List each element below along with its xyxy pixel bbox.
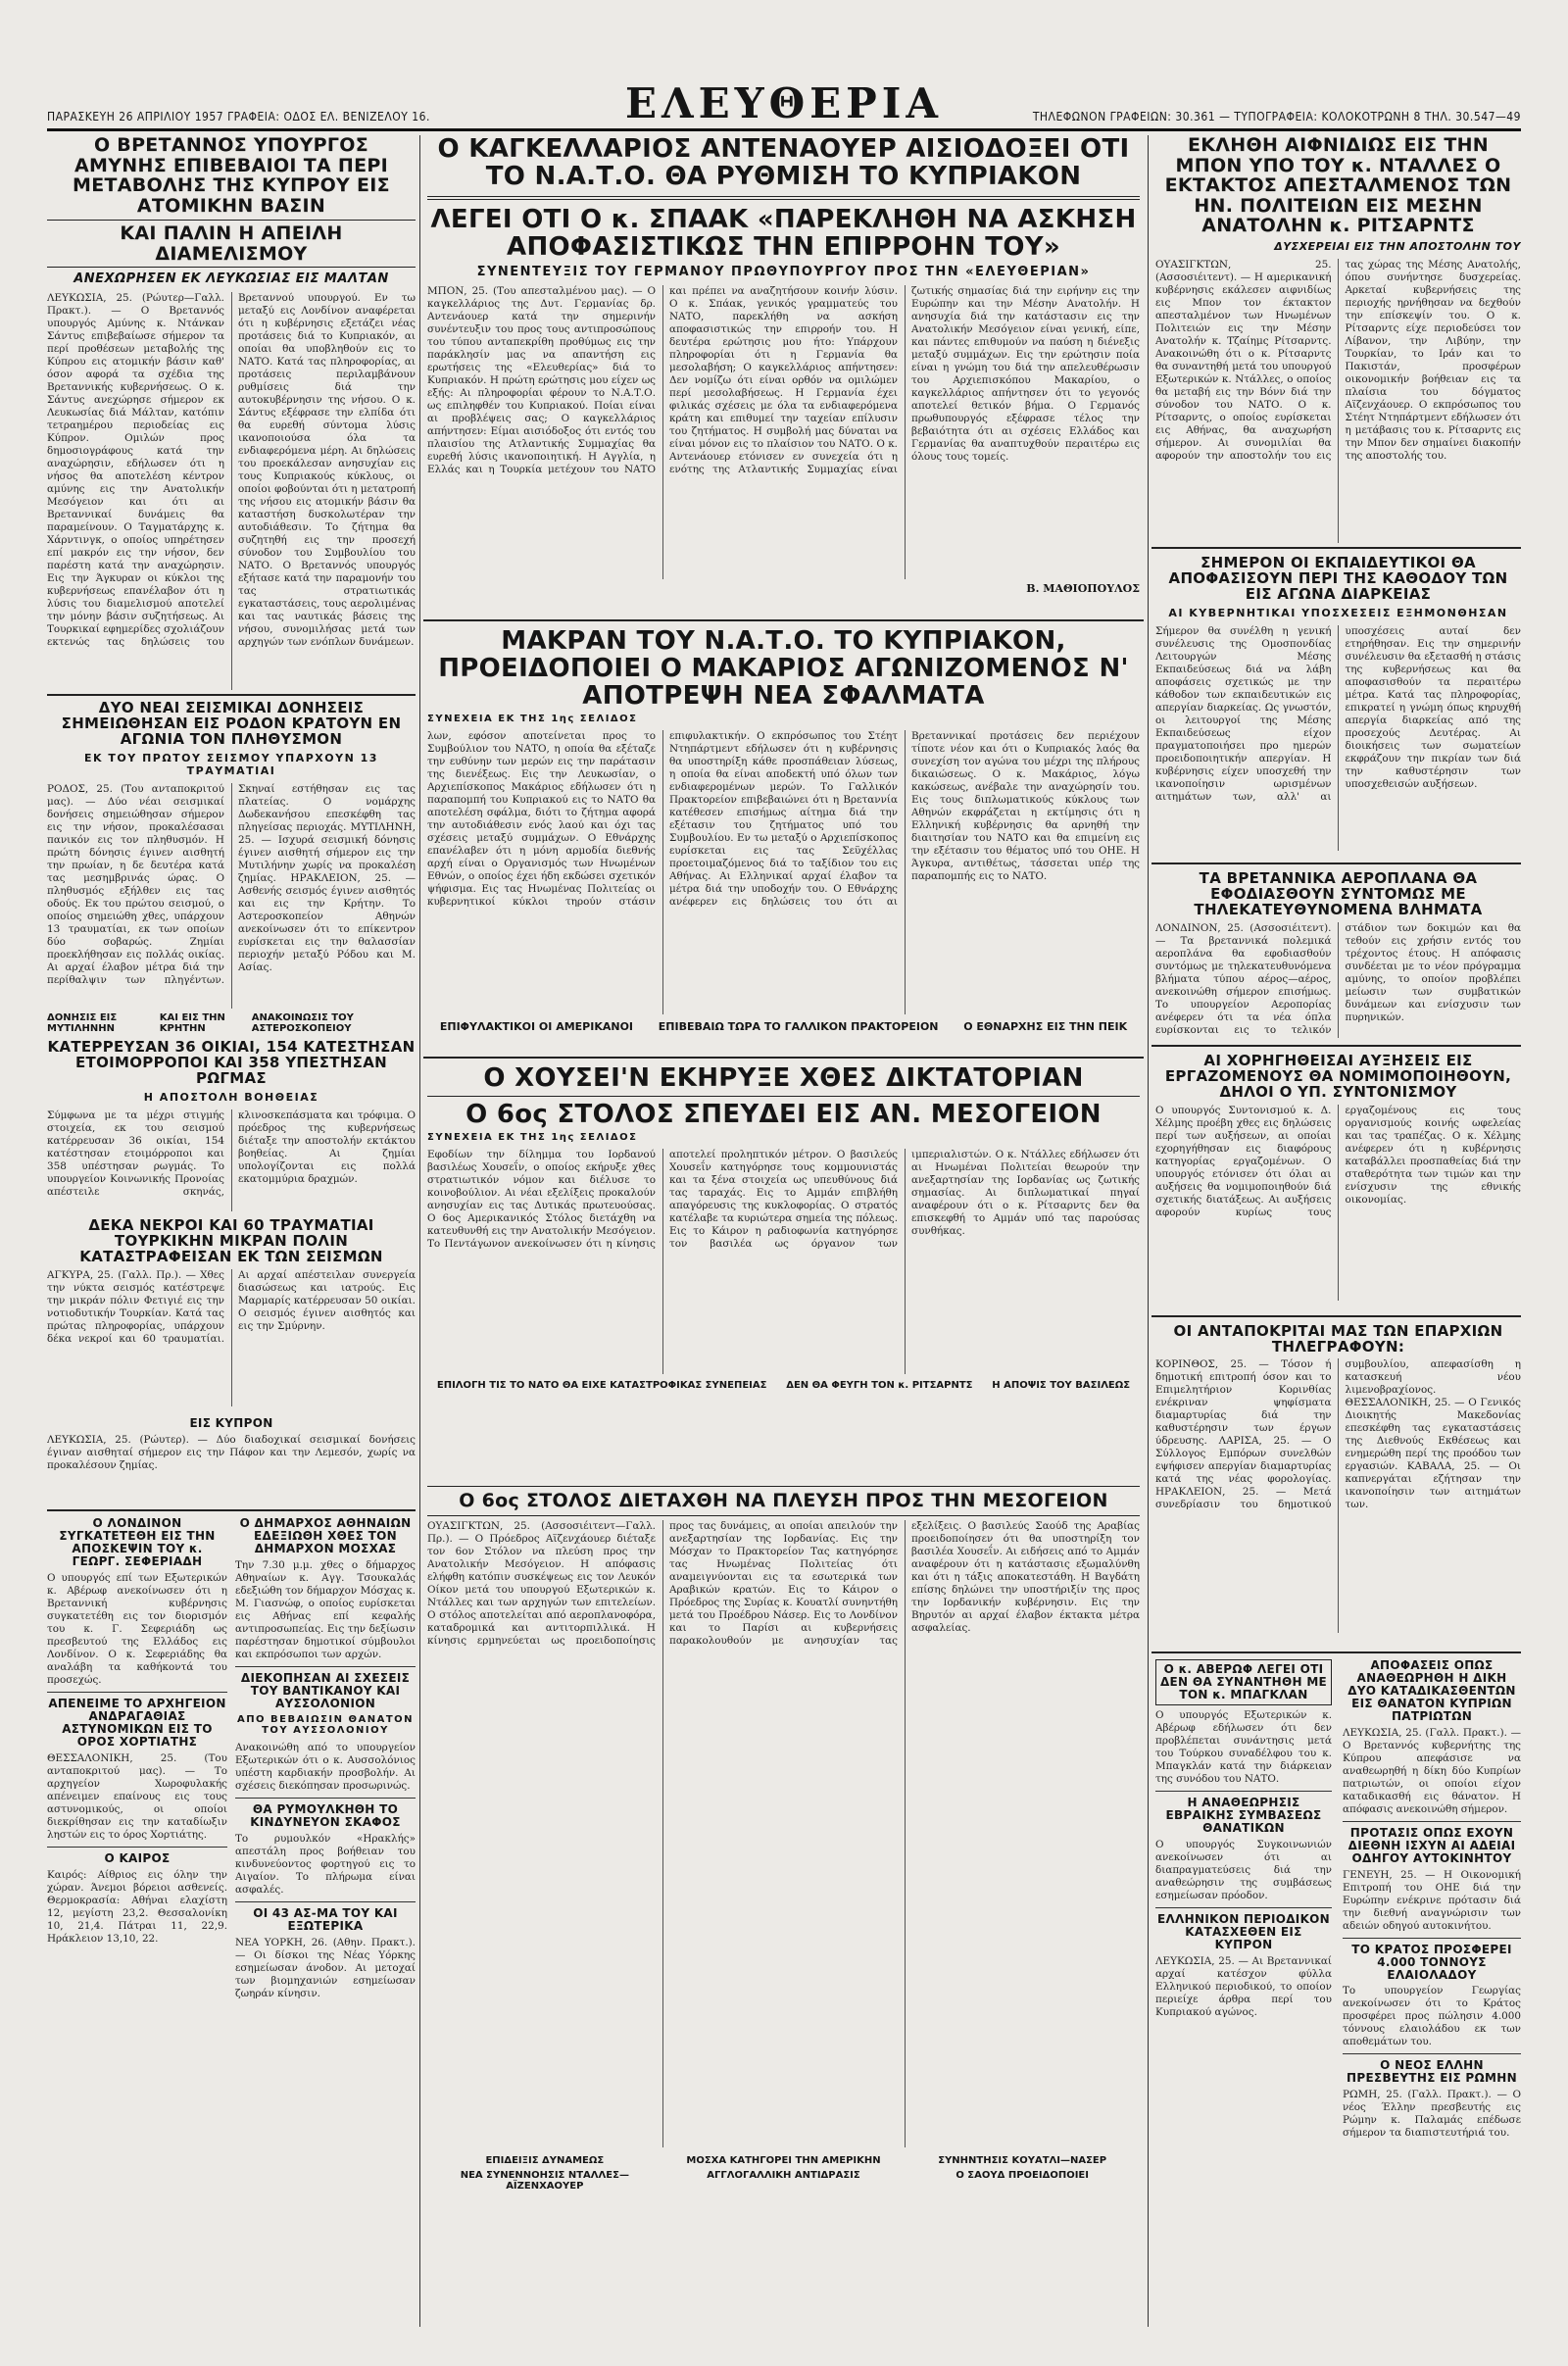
article-body: Ο υπουργός Συγκοινωνιών ανεκοίνωσεν ότι αι διαπραγματεύσεις διά την αναθεώρησιν της συμβάσεως εσημείωσαν πρόοδον. [1155,1838,1332,1901]
subheadline: ΕΚ ΤΟΥ ΠΡΩΤΟΥ ΣΕΙΣΜΟΥ ΥΠΑΡΧΟΥΝ 13 ΤΡΑΥΜΑΤΙΑΙ [84,751,378,777]
headline: ΣΗΜΕΡΟΝ ΟΙ ΕΚΠΑΙΔΕΥΤΙΚΟΙ ΘΑ ΑΠΟΦΑΣΙΣΟΥΝ ΠΕΡΙ ΤΗΣ ΚΑΘΟΔΟΥ ΤΩΝ ΕΙΣ ΑΓΩΝΑ ΔΙΑΡΚΕΙΑΣ [1168,555,1508,604]
article-body: Σύμφωνα με τα μέχρι στιγμής στοιχεία, εκ του σεισμού κατέρρευσαν 36 οικίαι, 154 κατέστησαν ετοιμόρροποι και 358 υπέστησαν ρωγμάς. Το υπουργείον Κοινωνικής Προνοίας απέστειλε σκηνάς, κλινοσκεπάσματα και τρόφιμα. Ο πρόεδρος της κυβερνήσεως διέταξε την αποστολήν εκτάκτου βοηθείας. Αι ζημίαι υπολογίζονται εις πολλά εκατομμύρια δραχμών. [47,1109,416,1198]
article-cyprus-quake [47,1417,416,1505]
subheadline: Ο ΕΘΝΑΡΧΗΣ ΕΙΣ ΤΗΝ ΠΕΙΚ [963,1020,1128,1034]
subheadline: ΕΠΙΒΕΒΑΙΩ ΤΩΡΑ ΤΟ ΓΑΛΛΙΚΟΝ ΠΡΑΚΤΟΡΕΙΟΝ [658,1020,939,1034]
headline: ΤΑ ΒΡΕΤΑΝΝΙΚΑ ΑΕΡΟΠΛΑΝΑ ΘΑ ΕΦΟΔΙΑΣΘΟΥΝ ΣΥΝΤΟΜΩΣ ΜΕ ΤΗΛΕΚΑΤΕΥΘΥΝΟΜΕΝΑ ΒΛΗΜΑΤΑ [1194,870,1483,919]
article-provincial-correspondents [1155,1323,1521,1647]
article-body: ΚΟΡΙΝΘΟΣ, 25. — Τόσον ή δημοτική επιτροπή όσον και το Επιμελητήριον Κορινθίας ενέκριναν ψηφίσματα διαμαρτυρίας διά την καθυστέρησιν των έργων ύδρευσης. ΛΑΡΙΣΑ, 25. — Ο Σύλλογος Εμπόρων συνελθών εψήφισεν απεργίαν διαμαρτυρίας κατά της νέας φορολογίας. ΗΡΑΚΛΕΙΟΝ, 25. — Μετά συνεδρίασιν του δημοτικού συμβουλίου, απεφασίσθη η κατασκευή νέου λιμενοβραχίονος. ΘΕΣΣΑΛΟΝΙΚΗ, 25. — Ο Γενικός Διοικητής Μακεδονίας επεσκέφθη τας εγκαταστάσεις της Διεθνούς Εκθέσεως και ενημερώθη περί της προόδου των εργασιών. ΚΑΒΑΛΑ, 25. — Οι καπνεργάται εζήτησαν την ικανοποίησιν των αιτημάτων των. [1155,1358,1521,1511]
article-body: ΛΟΝΔΙΝΟΝ, 25. (Ασσοσιέιτεντ). — Τα βρεταννικά πολεμικά αεροπλάνα θα εφοδιασθούν συντόμως με τηλεκατευθυνόμενα βλήματα τύπου αέρος—αέρος, ανεκοινώθη σήμερον επισήμως. Το υπουργείον Αεροπορίας ανέφερεν ότι τα νέα όπλα ευρίσκονται εις το τελικόν στάδιον των δοκιμών και θα τεθούν εις χρήσιν εντός του τρέχοντος έτους. Η απόφασις συνδέεται με το νέον πρόγραμμα αμύνης, το οποίον προβλέπει μείωσιν των συμβατικών δυνάμεων και ενίσχυσιν των πυρηνικών. [1155,921,1521,1036]
article-sixth-fleet [427,1486,1140,2319]
newspaper-title: ΕΛΕΥΘΕΡΙΑ [624,79,943,127]
subheadline: ΔΕΝ ΘΑ ΦΕΥΓΗ ΤΟΝ κ. ΡΙΤΣΑΡΝΤΣ [786,1380,973,1392]
article-body: Το ρυμουλκόν «Ηρακλής» απεστάλη προς βοήθειαν του κινδυνεύοντος φορτηγού εις το Αιγαίον. Το πλήρωμα είναι ασφαλές. [235,1832,416,1896]
masthead [47,79,1521,127]
headline: ΜΑΚΡΑΝ ΤΟΥ Ν.Α.Τ.Ο. ΤΟ ΚΥΠΡΙΑΚΟΝ, ΠΡΟΕΙΔΟΠΟΙΕΙ Ο ΜΑΚΑΡΙΟΣ ΑΓΩΝΙΖΟΜΕΝΟΣ Ν' ΑΠΟΤΡΕΨΗ ΝΕΑ ΣΦΑΛΜΑΤΑ [438,627,1129,712]
subheadline: ΣΥΝΗΝΤΗΣΙΣ ΚΟΥΑΤΛΙ—ΝΑΣΕΡ [938,2154,1107,2166]
article-body: ΛΕΥΚΩΣΙΑ, 25. (Γαλλ. Πρακτ.). — Ο Βρεταννός κυβερνήτης της Κύπρου απεφάσισε να αναθεωρηθή η δίκη δύο Κυπρίων πατριωτών, οι οποίοι είχον καταδικασθή εις θάνατον. Η απόφασις ανεκοινώθη σήμερον. [1343,1726,1521,1815]
article-body: ΛΕΥΚΩΣΙΑ, 25. — Αι Βρεταννικαί αρχαί κατέσχον φύλλα Ελληνικού περιοδικού, το οποίον περιείχε άρθρα περί του Κυπριακού αγώνος. [1155,1954,1332,2018]
subheadline: ΝΕΑ ΣΥΝΕΝΝΟΗΣΙΣ ΝΤΑΛΛΕΣ—ΑΪΖΕΝΧΑΟΥΕΡ [460,2169,629,2192]
left-bottom-column-1 [47,1517,227,2321]
article-body: Σήμερον θα συνέλθη η γενική συνέλευσις της Ομοσπονδίας Λειτουργών Μέσης Εκπαιδεύσεως διά να λάβη αποφάσεις σχετικώς με την κάθοδον των εκπαιδευτικών εις απεργίαν διαρκείας. Ως γνωστόν, οι λειτουργοί της Μέσης Εκπαιδεύσεως είχον πραγματοποιήσει προ ημερών προειδοποιητικήν απεργίαν. Η κυβέρνησις είχεν υποσχεθή την ικανοποίησιν ωρισμένων αιτημάτων των, αλλ' αι υποσχέσεις αυταί δεν ετηρήθησαν. Εις την σημερινήν συνέλευσιν θα εξετασθή η στάσις της κυβερνήσεως και θα αποφασισθούν τα περαιτέρω μέτρα. Κατά τας πληροφορίας, επικρατεί η γνώμη όπως κηρυχθή απεργία διαρκείας από της προσεχούς Δευτέρας. Αι διοικήσεις των σωματείων εκφράζουν την πικρίαν των διά την καθυστέρησιν των υποσχεθεισών αυξήσεων. [1155,624,1521,803]
subheadline: ΑΝΑΚΟΙΝΩΣΙΣ ΤΟΥ ΑΣΤΕΡΟΣΚΟΠΕΙΟΥ [251,1011,354,1033]
article-body: ΛΕΥΚΩΣΙΑ, 25. (Ρώυτερ—Γαλλ. Πρακτ.). — Ο Βρεταννός υπουργός Αμύνης κ. Ντάνκαν Σάντυς επιβεβαίωσε σήμερον τα περί προθέσεων μεταβολής της Κύπρου εις ατομικήν βάσιν καθ' όσον αφορά τα σχέδια της Βρεταννικής κυβερνήσεως. Ο κ. Σάντυς ανεχώρησε σήμερον εκ Λευκωσίας διά Μάλταν, κατόπιν τετραημέρου περιοδείας εις Κύπρον. Ομιλών προς δημοσιογράφους κατά την αναχώρησιν, εδήλωσεν ότι η νήσος θα αποτελέση κέντρον αμύνης εις την Ανατολικήν Μεσόγειον και ότι αι Βρεταννικαί δυνάμεις θα παραμείνουν. Ο Ταγματάρχης κ. Χάρντινγκ, ο οποίος υπηρέτησεν επί μακρόν εις την νήσον, δεν παρέστη κατά την αναχώρησιν. Εις την Άγκυραν οι κύκλοι της κυβερνήσεως επανέλαβον ότι η λύσις του διαμελισμού αποτελεί την μόνην βάσιν συζητήσεως. Αι Τουρκικαί εφημερίδες σχολιάζουν εκτενώς τας δηλώσεις του Βρεταννού υπουργού. Εν τω μεταξύ εις Λονδίνον αναφέρεται ότι η κυβέρνησις εξετάζει νέας προτάσεις διά το Κυπριακόν, αι οποίαι θα υποβληθούν εις το ΝΑΤΟ. Κατά τας πληροφορίας, αι προτάσεις περιλαμβάνουν ρυθμίσεις διά την αυτοκυβέρνησιν της νήσου. Ο κ. Σάντυς εξέφρασε την ελπίδα ότι θα ευρεθή σύντομα λύσις ικανοποιούσα όλα τα ενδιαφερόμενα μέρη. Αι δηλώσεις του προεκάλεσαν ανησυχίαν εις τους Κυπριακούς κύκλους, οι οποίοι φοβούνται ότι η μετατροπή της νήσου εις ατομικήν βάσιν θα καταστήση δυσκολωτέραν την αυτοδιάθεσιν. Το ζήτημα θα συζητηθή εις την προσεχή σύνοδον του Συμβουλίου του ΝΑΤΟ. Ο Βρεταννός υπουργός εξήτασε κατά την παραμονήν του τας στρατιωτικάς εγκαταστάσεις, τους αερολιμένας και τας ναυτικάς βάσεις της νήσου, συνομιλήσας μετά των αρχηγών των ενόπλων δυνάμεων. [47,292,416,649]
article-body: Το υπουργείον Γεωργίας ανεκοίνωσεν ότι το Κράτος προσφέρει προς πώλησιν 4.000 τόννους ελαιολάδου εκ των αποθεμάτων του. [1343,1985,1521,2048]
article-body: ΜΠΟΝ, 25. (Του απεσταλμένου μας). — Ο καγκελλάριος της Δυτ. Γερμανίας δρ. Αντενάουερ κατά την σημερινήν συνέντευξιν του προς τους αντιπροσώπους του τύπου ανταπεκρίθη προθύμως εις την παράκλησίν μας να απαντήση εις ερωτήσεις της «Ελευθερίας» διά το Κυπριακόν. Η πρώτη ερώτησις μου είχεν ως εξής: Αι πληροφορίαι φέρουν το Ν.Α.Τ.Ο. ως επιληφθέν του Κυπριακού. Ποίαι είναι αι προβλέψεις σας; Ο καγκελλάριος απήντησεν: Είμαι αισιόδοξος ότι εντός του πλαισίου της Ατλαντικής Συμμαχίας θα ευρεθή λύσις ικανοποιητική. Η Αγγλία, η Ελλάς και η Τουρκία μετέχουν του ΝΑΤΟ και πρέπει να αναζητήσουν κοινήν λύσιν. Ο κ. Σπάακ, γενικός γραμματεύς του ΝΑΤΟ, παρεκλήθη να ασκήση αποφασιστικώς την επιρροήν του. Η δευτέρα ερώτησις μου ήτο: Υπάρχουν πληροφορίαι ότι η Γερμανία θα μεσολαβήση; Ο καγκελλάριος απήντησεν: Δεν νομίζω ότι είναι ορθόν να ομιλώμεν περί μεσολαβήσεως. Η Γερμανία έχει φιλικάς σχέσεις με όλα τα ενδιαφερόμενα κράτη και επιθυμεί την ταχείαν επίλυσιν του ζητήματος. Η συμβολή μας δύναται να είναι μόνον εις το πλαίσιον του ΝΑΤΟ. Ο κ. Αντενάουερ ετόνισεν εν συνεχεία ότι η ενότης της Ατλαντικής Συμμαχίας είναι ζωτικής σημασίας διά την ειρήνην εις την Ευρώπην και την Μέσην Ανατολήν. Η ανησυχία διά την κατάστασιν εις την Ανατολικήν Μεσόγειον είναι γενική, είπε, και πάντες επιθυμούν να παύση η διένεξις μεταξύ συμμάχων. Εις την ερώτησιν ποία είναι η γνώμη του διά την απελευθέρωσιν του Αρχιεπισκόπου Μακαρίου, ο καγκελλάριος απήντησεν ότι το γεγονός αποτελεί θετικόν βήμα. Ο Γερμανός πρωθυπουργός εξέφρασε τέλος την βεβαιότητα ότι αι σχέσεις Ελλάδος και Γερμανίας θα αναπτυχθούν περαιτέρω εις όλους τους τομείς. [427,285,1140,476]
section-rule [47,1509,416,1511]
article-body: ΝΕΑ ΥΟΡΚΗ, 26. (Αθην. Πρακτ.). — Οι δίσκοι της Νέας Υόρκης εσημείωσαν άνοδον. Αι μετοχαί των βιομηχανιών εσημείωσαν ζωηράν κίνησιν. [235,1936,416,1999]
article-body: λων, εφόσον αποτείνεται προς το Συμβούλιον του ΝΑΤΟ, η οποία θα εξέταζε την ευθύνην των μερών εις την παράτασιν της διενέξεως. Εις την Λευκωσίαν, ο Αρχιεπίσκοπος Μακάριος εδήλωσεν ότι η παραπομπή του Κυπριακού εις το ΝΑΤΟ θα αποτελέση σφάλμα, διότι το ζήτημα αφορά την αυτοδιάθεσιν ενός λαού και όχι τας σχέσεις μεταξύ συμμάχων. Ο Εθνάρχης επανέλαβεν ότι η μόνη αρμοδία διεθνής αρχή είναι ο Οργανισμός των Ηνωμένων Εθνών, ο οποίος έχει ήδη εκδώσει σχετικόν ψήφισμα. Εις τας Ηνωμένας Πολιτείας οι κυβερνητικοί κύκλοι τηρούν στάσιν επιφυλακτικήν. Ο εκπρόσωπος του Στέητ Ντηπάρτμεντ εδήλωσεν ότι η κυβέρνησις θα υποστηρίξη κάθε προσπάθειαν λύσεως, η οποία θα είναι αποδεκτή υπό όλων των ενδιαφερομένων μερών. Το Γαλλικόν Πρακτορείον επιβεβαιώνει ότι η Βρεταννία κατέθεσεν επισήμως αίτημα διά την εξέτασιν του ζητήματος υπό του Συμβουλίου. Εν τω μεταξύ ο Αρχιεπίσκοπος ευρίσκεται εις τας Σεϋχέλλας προετοιμαζόμενος διά το ταξίδιον του εις Αθήνας. Αι Ελληνικαί αρχαί έλαβον τα μέτρα διά την υποδοχήν του. Ο Εθνάρχης ανέφερεν εις δηλώσεις του ότι αι Βρεταννικαί προτάσεις δεν περιέχουν τίποτε νέον και ότι ο Κυπριακός λαός θα συνεχίση τον αγώνα του μέχρι της πλήρους δικαιώσεως. Ο κ. Μακάριος, λόγω κακώσεως, ανέβαλε την αναχώρησίν του. Εις τους διπλωματικούς κύκλους των Αθηνών εκφράζεται η εκτίμησις ότι η Ελληνική κυβέρνησις θα αρνηθή την διαιτησίαν του ΝΑΤΟ και θα επιμείνη εις την εξέτασιν του θέματος υπό του ΟΗΕ. Η Άγκυρα, αντιθέτως, τάσσεται υπέρ της παραπομπής εις το ΝΑΤΟ. [427,730,1140,909]
article-body: Την 7.30 μ.μ. χθες ο δήμαρχος Αθηναίων κ. Αγγ. Τσουκαλάς εδεξιώθη τον δήμαρχον Μόσχας κ. Μ. Γιασνώφ, ο οποίος ευρίσκεται εις Αθήνας επί κεφαλής αντιπροσωπείας. Εις την δεξίωσιν παρέστησαν δημοτικοί σύμβουλοι και εκπρόσωποι των αρχών. [235,1558,416,1660]
headline: ΤΟ ΚΡΑΤΟΣ ΠΡΟΣΦΕΡΕΙ 4.000 ΤΟΝΝΟΥΣ ΕΛΑΙΟΛΑΔΟΥ [1351,1942,1512,1982]
subheadline: ΑΠΟ ΒΕΒΑΙΩΣΙΝ ΘΑΝΑΤΟΝ ΤΟΥ ΑΥΣΣΟΛΟΝΙΟΥ [236,1713,415,1736]
headline: ΕΚΛΗΘΗ ΑΙΦΝΙΔΙΩΣ ΕΙΣ ΤΗΝ ΜΠΟΝ ΥΠΟ ΤΟΥ κ. ΝΤΑΛΛΕΣ Ο ΕΚΤΑΚΤΟΣ ΑΠΕΣΤΑΛΜΕΝΟΣ ΤΩΝ ΗΝ. ΠΟΛΙΤΕΙΩΝ ΕΙΣ ΜΕΣΗΝ ΑΝΑΤΟΛΗΝ κ. ΡΙΤΣΑΡΝΤΣ [1164,135,1512,237]
section-rule [1152,1315,1521,1317]
article-body: Ανακοινώθη από το υπουργείον Εξωτερικών ότι ο κ. Αυσσολόνιος υπέστη καρδιακήν προσβολήν. Αι σχέσεις διεκόπησαν προσωρινώς. [235,1741,416,1792]
column-rule [419,135,420,2327]
article-british-missiles [1155,870,1521,1041]
article-body: ΑΓΚΥΡΑ, 25. (Γαλλ. Πρ.). — Χθες την νύκτα σεισμός κατέστρεψε την μικράν πόλιν Φετιγιέ εις την νοτιοδυτικήν Τουρκίαν. Κατά τας πρώτας πληροφορίας, υπάρχουν δέκα νεκροί και 60 τραυματίαι. Αι αρχαί απέστειλαν συνεργεία διασώσεως και ιατρούς. Εις Μαρμαρίς κατέρρευσαν 50 οικίαι. Ο σεισμός έγινεν αισθητός και εις την Σμύρνην. [47,1268,416,1345]
headline: ΚΑΤΕΡΡΕΥΣΑΝ 36 ΟΙΚΙΑΙ, 154 ΚΑΤΕΣΤΗΣΑΝ ΕΤΟΙΜΟΡΡΟΠΟΙ ΚΑΙ 358 ΥΠΕΣΤΗΣΑΝ ΡΩΓΜΑΣ [47,1039,416,1088]
headline: Ο ΒΡΕΤΑΝΝΟΣ ΥΠΟΥΡΓΟΣ ΑΜΥΝΗΣ ΕΠΙΒΕΒΑΙΟΙ ΤΑ ΠΕΡΙ ΜΕΤΑΒΟΛΗΣ ΤΗΣ ΚΥΠΡΟΥ ΕΙΣ ΑΤΟΜΙΚΗΝ ΒΑΣΙΝ [73,135,390,217]
subheadline: ΕΠΙΦΥΛΑΚΤΙΚΟΙ ΟΙ ΑΜΕΡΙΚΑΝΟΙ [439,1020,634,1034]
subheadline: Ο ΣΑΟΥΔ ΠΡΟΕΙΔΟΠΟΙΕΙ [956,2169,1089,2181]
article-makarios-nato [427,627,1140,1053]
article-body: Ο υπουργός επί των Εξωτερικών κ. Αβέρωφ ανεκοίνωσεν ότι η Βρεταννική κυβέρνησις συγκατετέθη εις τον διορισμόν του κ. Γ. Σεφεριάδη ως πρεσβευτού της Ελλάδος εις Λονδίνον. Ο κ. Σεφεριάδης θα αναλάβη τα καθήκοντά του προσεχώς. [47,1571,227,1686]
article-turkish-town [47,1217,416,1413]
article-body: ΡΟΔΟΣ, 25. (Του ανταποκριτού μας). — Δύο νέαι σεισμικαί δονήσεις σημειώθησαν σήμερον εις την νήσον, προκαλέσασαι πανικόν εις τον πληθυσμόν. Η πρώτη δόνησις έγινεν αισθητή την πρωίαν, η δε δευτέρα κατά τας μεσημβρινάς ώρας. Ο πληθυσμός εξήλθεν εις τας οδούς. Εκ του πρώτου σεισμού, ο οποίος σημειώθη χθες, υπάρχουν 13 τραυματίαι, εκ των οποίων δύο σοβαρώς. Ζημίαι προεκλήθησαν εις πολλάς οικίας. Αι αρχαί έλαβον μέτρα διά την περίθαλψιν των πληγέντων. Σκηναί εστήθησαν εις τας πλατείας. Ο νομάρχης Δωδεκανήσου επεσκέφθη τας πληγείσας περιοχάς. ΜΥΤΙΛΗΝΗ, 25. — Ισχυρά σεισμική δόνησις έγινεν αισθητή σήμερον εις την Μυτιλήνην χωρίς να προκαλέση ζημίας. ΗΡΑΚΛΕΙΟΝ, 25. — Ασθενής σεισμός έγινεν αισθητός και εις την Κρήτην. Το Αστεροσκοπείον Αθηνών ανεκοίνωσεν ότι το επίκεντρον ευρίσκεται εις την θαλασσίαν περιοχήν μεταξύ Ρόδου και Μ. Ασίας. [47,782,416,986]
article-hussein-dictatorship [427,1064,1140,1476]
headline: ΔΥΟ ΝΕΑΙ ΣΕΙΣΜΙΚΑΙ ΔΟΝΗΣΕΙΣ ΣΗΜΕΙΩΘΗΣΑΝ ΕΙΣ ΡΟΔΟΝ ΚΡΑΤΟΥΝ ΕΝ ΑΓΩΝΙΑ ΤΟΝ ΠΛΗΘΥΣΜΟΝ [61,700,402,749]
article-richards-bonn [1155,135,1521,543]
masthead-rule [47,128,1521,131]
headline: ΑΠΕΝΕΙΜΕ ΤΟ ΑΡΧΗΓΕΙΟΝ ΑΝΔΡΑΓΑΘΙΑΣ ΑΣΤΥΝΟΜΙΚΩΝ ΕΙΣ ΤΟ ΟΡΟΣ ΧΟΡΤΙΑΤΗΣ [48,1696,226,1749]
left-bottom-column-2 [235,1517,416,2321]
continuation-note: ΣΥΝΕΧΕΙΑ ΕΚ ΤΗΣ 1ης ΣΕΛΙΔΟΣ [427,1132,638,1144]
headline: Η ΑΝΑΘΕΩΡΗΣΙΣ ΕΒΡΑΙΚΗΣ ΣΥΜΒΑΣΕΩΣ ΘΑΝΑΤΙΚΩΝ [1165,1795,1322,1835]
headline: ΑΙ ΧΟΡΗΓΗΘΕΙΣΑΙ ΑΥΞΗΣΕΙΣ ΕΙΣ ΕΡΓΑΖΟΜΕΝΟΥΣ ΘΑ ΝΟΜΙΜΟΠΟΙΗΘΟΥΝ, ΔΗΛΟΙ Ο ΥΠ. ΣΥΝΤΟΝΙΣΜΟΥ [1164,1053,1512,1102]
section-rule [1152,1045,1521,1047]
article-adenauer [427,135,1140,616]
headline: Ο 6ος ΣΤΟΛΟΣ ΔΙΕΤΑΧΘΗ ΝΑ ΠΛΕΥΣΗ ΠΡΟΣ ΤΗΝ ΜΕΣΟΓΕΙΟΝ [427,1486,1140,1516]
article-body: Ο υπουργός Συντονισμού κ. Δ. Χέλμης προέβη χθες εις δηλώσεις περί των αυξήσεων, αι οποίαι εχορηγήθησαν εις διαφόρους κατηγορίας εργαζομένων. Ο υπουργός ετόνισεν ότι όλαι αι αυξήσεις θα νομιμοποιηθούν διά σχετικής διατάξεως. Αι αυξήσεις αφορούν κυρίως τους εργαζομένους εις τους οργανισμούς κοινής ωφελείας και τας τραπέζας. Ο κ. Χέλμης ανέφερεν ότι η κυβέρνησις καταβάλλει προσπαθείας διά την σταθερότητα των τιμών και την ενίσχυσιν της εθνικής οικονομίας. [1155,1104,1521,1218]
article-body: ΓΕΝΕΥΗ, 25. — Η Οικονομική Επιτροπή του ΟΗΕ διά την Ευρώπην ενέκρινε πρότασιν διά την διεθνή αναγνώρισιν των αδειών οδηγού αυτοκινήτου. [1343,1868,1521,1932]
article-body: ΘΕΣΣΑΛΟΝΙΚΗ, 25. (Του ανταποκριτού μας). — Το αρχηγείον Χωροφυλακής απένειμεν επαίνους εις τους αστυνομικούς, οι οποίοι διεκρίθησαν εις την καταδίωξιν ληστών εις το όρος Χορτιάτης. [47,1751,227,1841]
article-body: ΛΕΥΚΩΣΙΑ, 25. (Ρώυτερ). — Δύο διαδοχικαί σεισμικαί δονήσεις έγιναν αισθηταί σήμερον εις την Πάφον και την Λεμεσόν, χωρίς να προκαλέσουν ζημίας. [47,1433,416,1471]
headline: Ο κ. ΑΒΕΡΩΦ ΛΕΓΕΙ ΟΤΙ ΔΕΝ ΘΑ ΣΥΝΑΝΤΗΘΗ ΜΕ ΤΟΝ κ. ΜΠΑΓΚΛΑΝ [1155,1659,1332,1705]
article-body: Εφοδίων την δίλημμα του Ιορδανού βασιλέως Χουσεΐν, ο οποίος εκήρυξε χθες στρατιωτικόν νόμον και διέλυσε το κοινοβούλιον. Αι νέαι εξελίξεις προκαλούν ανησυχίαν εις τας Δυτικάς πρωτευούσας. Ο 6ος Αμερικανικός Στόλος διετάχθη να κατευθυνθή εις την Ανατολικήν Μεσόγειον. Το Πεντάγωνον ανεκοίνωσεν ότι η κίνησις αποτελεί προληπτικόν μέτρον. Ο βασιλεύς Χουσεΐν κατηγόρησε τους κομμουνιστάς και τα ξένα στοιχεία ως υπευθύνους διά τας ταραχάς. Εις το Αμμάν επιβλήθη απαγόρευσις της κυκλοφορίας. Ο στρατός κατέλαβε τα κυριώτερα σημεία της πόλεως. Εις το Κάιρον η ραδιοφωνία κατηγόρησε τον βασιλέα ως όργανον των ιμπεριαλιστών. Ο κ. Ντάλλες εδήλωσεν ότι αι Ηνωμέναι Πολιτείαι θεωρούν την ανεξαρτησίαν της Ιορδανίας ως ζωτικής σημασίας. Αι διπλωματικαί πηγαί αναφέρουν ότι ο κ. Ρίτσαρντς δεν θα επισκεφθή το Αμμάν υπό τας παρούσας συνθήκας. [427,1149,1140,1251]
headline: ΔΙΕΚΟΠΗΣΑΝ ΑΙ ΣΧΕΣΕΙΣ ΤΟΥ ΒΑΝΤΙΚΑΝΟΥ ΚΑΙ ΑΥΣΣΟΛΟΝΙΟΝ [240,1670,411,1710]
subheadline: Η ΑΠΟΨΙΣ ΤΟΥ ΒΑΣΙΛΕΩΣ [992,1380,1131,1392]
section-rule [1152,1651,1521,1653]
headline: ΟΙ ΑΝΤΑΠΟΚΡΙΤΑΙ ΜΑΣ ΤΩΝ ΕΠΑΡΧΙΩΝ ΤΗΛΕΓΡΑΦΟΥΝ: [1173,1323,1503,1356]
headline: ΕΙΣ ΚΥΠΡΟΝ [189,1417,273,1430]
article-rhodes-earthquake [47,700,416,1033]
headline: Ο ΚΑΙΡΟΣ [104,1850,171,1865]
article-body: ΟΥΑΣΙΓΚΤΩΝ, 25. (Ασσοσιέιτεντ). — Η αμερικανική κυβέρνησις εκάλεσεν αιφνιδίως εις Μπον τον έκτακτον απεσταλμένον των Ηνωμένων Πολιτειών εις την Μέσην Ανατολήν κ. Τζαίημς Ρίτσαρντς. Ανακοινώθη ότι ο κ. Ρίτσαρντς θα συναντηθή μετά του υπουργού Εξωτερικών κ. Ντάλλες, ο οποίος θα μεταβή εις την Βόνν διά την σύνοδον του ΝΑΤΟ. Ο κ. Ρίτσαρντς, ο οποίος ευρίσκεται εις Αθήνας, θα αναχωρήση σήμερον. Αι συνομιλίαι θα αφορούν την αποστολήν του εις τας χώρας της Μέσης Ανατολής, όπου συνήντησε δυσχερείας. Αρκεταί κυβερνήσεις της περιοχής ηρνήθησαν να δεχθούν την επίσκεψίν του. Ο κ. Ρίτσαρντς είχε περιοδεύσει τον Λίβανον, την Λιβύην, την Τουρκίαν, το Ιράν και το Πακιστάν, προσφέρων οικονομικήν βοήθειαν εις τα πλαίσια του δόγματος Αϊζενχάουερ. Ο εκπρόσωπος του Στέητ Ντηπάρτμεντ εδήλωσεν ότι η μετάβασις του κ. Ρίτσαρντς εις την Μπον δεν σημαίνει διακοπήν της αποστολής του. [1155,258,1521,462]
masthead-date-address: ΠΑΡΑΣΚΕΥΗ 26 ΑΠΡΙΛΙΟΥ 1957 ΓΡΑΦΕΙΑ: ΟΔΟΣ ΕΛ. ΒΕΝΙΖΕΛΟΥ 16. [47,110,430,123]
headline: ΔΕΚΑ ΝΕΚΡΟΙ ΚΑΙ 60 ΤΡΑΥΜΑΤΙΑΙ ΤΟΥΡΚΙΚΗΝ ΜΙΚΡΑΝ ΠΟΛΙΝ ΚΑΤΑΣΤΡΑΦΕΙΣΑΝ ΕΚ ΤΩΝ ΣΕΙΣΜΩΝ [79,1217,383,1266]
headline-secondary: ΚΑΙ ΠΑΛΙΝ Η ΑΠΕΙΛΗ ΔΙΑΜΕΛΙΣΜΟΥ [47,220,416,268]
section-rule [47,694,416,696]
article-collapsed-houses [47,1039,416,1211]
section-rule [423,619,1144,621]
subheadline: ΕΠΙΔΕΙΞΙΣ ΔΥΝΑΜΕΩΣ [485,2154,605,2166]
article-wage-raises [1155,1053,1521,1311]
article-teachers-strike [1155,555,1521,859]
section-rule [1152,863,1521,864]
continuation-note: ΣΥΝΕΧΕΙΑ ΕΚ ΤΗΣ 1ης ΣΕΛΙΔΟΣ [427,714,638,725]
column-rule [1148,135,1149,2327]
article-body: ΡΩΜΗ, 25. (Γαλλ. Πρακτ.). — Ο νέος Έλλην πρεσβευτής εις Ρώμην κ. Παλαμάς επέδωσε σήμερον τα διαπιστευτήριά του. [1343,2089,1521,2140]
section-rule [423,1057,1144,1059]
headline: ΘΑ ΡΥΜΟΥΛΚΗΘΗ ΤΟ ΚΙΝΔΥΝΕΥΟΝ ΣΚΑΦΟΣ [250,1801,401,1829]
subheadline: ΑΝΕΧΩΡΗΣΕΝ ΕΚ ΛΕΥΚΩΣΙΑΣ ΕΙΣ ΜΑΛΤΑΝ [74,271,389,287]
headline: ΠΡΟΤΑΣΙΣ ΟΠΩΣ ΕΧΟΥΝ ΔΙΕΘΝΗ ΙΣΧΥΝ ΑΙ ΑΔΕΙΑΙ ΟΔΗΓΟΥ ΑΥΤΟΚΙΝΗΤΟΥ [1348,1825,1516,1865]
headline: ΕΛΛΗΝΙΚΟΝ ΠΕΡΙΟΔΙΚΟΝ ΚΑΤΑΣΧΕΘΕΝ ΕΙΣ ΚΥΠΡΟΝ [1156,1911,1331,1951]
headline: Ο ΚΑΓΚΕΛΛΑΡΙΟΣ ΑΝΤΕΝΑΟΥΕΡ ΑΙΣΙΟΔΟΞΕΙ ΟΤΙ ΤΟ Ν.Α.Τ.Ο. ΘΑ ΡΥΘΜΙΣΗ ΤΟ ΚΥΠΡΙΑΚΟΝ [437,135,1130,192]
subheadline: ΚΑΙ ΕΙΣ ΤΗΝ ΚΡΗΤΗΝ [159,1011,225,1033]
headline-secondary: ΛΕΓΕΙ ΟΤΙ Ο κ. ΣΠΑΑΚ «ΠΑΡΕΚΛΗΘΗ ΝΑ ΑΣΚΗΣΗ ΑΠΟΦΑΣΙΣΤΙΚΩΣ ΤΗΝ ΕΠΙΡΡΟΗΝ ΤΟΥ» [430,205,1137,263]
subheadline: ΕΠΙΛΟΓΗ ΤΙΣ ΤΟ ΝΑΤΟ ΘΑ ΕΙΧΕ ΚΑΤΑΣΤΡΟΦΙΚΑΣ ΣΥΝΕΠΕΙΑΣ [436,1380,767,1392]
headline: Ο ΔΗΜΑΡΧΟΣ ΑΘΗΝΑΙΩΝ ΕΔΕΞΙΩΘΗ ΧΘΕΣ ΤΟΝ ΔΗΜΑΡΧΟΝ ΜΟΣΧΑΣ [239,1517,412,1555]
subheadline: Η ΑΠΟΣΤΟΛΗ ΒΟΗΘΕΙΑΣ [143,1090,319,1104]
subheadline: ΔΟΝΗΣΙΣ ΕΙΣ ΜΥΤΙΛΗΝΗΝ [47,1011,118,1033]
article-body: Ο υπουργός Εξωτερικών κ. Αβέρωφ εδήλωσεν ότι δεν προβλέπεται συνάντησις μετά του Τούρκου συναδέλφου του κ. Μπαγκλάν κατά την διάρκειαν της συνόδου του ΝΑΤΟ. [1155,1708,1332,1785]
subheadline: ΑΓΓΛΟΓΑΛΛΙΚΗ ΑΝΤΙΔΡΑΣΙΣ [707,2169,860,2181]
headline: Ο ΝΕΟΣ ΕΛΛΗΝ ΠΡΕΣΒΕΥΤΗΣ ΕΙΣ ΡΩΜΗΝ [1347,2058,1517,2086]
subheadline: ΣΥΝΕΝΤΕΥΞΙΣ ΤΟΥ ΓΕΡΜΑΝΟΥ ΠΡΩΘΥΠΟΥΡΓΟΥ ΠΡΟΣ ΤΗΝ «ΕΛΕΥΘΕΡΙΑΝ» [476,265,1091,280]
subheadline: ΔΥΣΧΕΡΕΙΑΙ ΕΙΣ ΤΗΝ ΑΠΟΣΤΟΛΗΝ ΤΟΥ [1274,239,1521,253]
masthead-phones: ΤΗΛΕΦΩΝΟΝ ΓΡΑΦΕΙΩΝ: 30.361 — ΤΥΠΟΓΡΑΦΕΙΑ: ΚΟΛΟΚΟΤΡΩΝΗ 8 ΤΗΛ. 30.547—49 [1032,110,1521,123]
byline: Β. ΜΑΘΙΟΠΟΥΛΟΣ [1026,582,1140,596]
headline: ΑΠΟΦΑΣΕΙΣ ΟΠΩΣ ΑΝΑΘΕΩΡΗΘΗ Η ΔΙΚΗ ΔΥΟ ΚΑΤΑΔΙΚΑΣΘΕΝΤΩΝ ΕΙΣ ΘΑΝΑΤΟΝ ΚΥΠΡΙΩΝ ΠΑΤΡΙΩΤΩΝ [1348,1659,1516,1723]
headline-secondary: Ο 6ος ΣΤΟΛΟΣ ΣΠΕΥΔΕΙ ΕΙΣ ΑΝ. ΜΕΣΟΓΕΙΟΝ [427,1096,1140,1128]
article-defense-minister [47,135,416,690]
headline: ΟΙ 43 ΑΣ-ΜΑ ΤΟΥ ΚΑΙ ΕΞΩΤΕΡΙΚΑ [253,1905,398,1933]
headline: Ο ΧΟΥΣΕΙ'Ν ΕΚΗΡΥΞΕ ΧΘΕΣ ΔΙΚΤΑΤΟΡΙΑΝ [483,1064,1084,1093]
article-body: Καιρός: Αίθριος εις όλην την χώραν. Άνεμοι βόρειοι ασθενείς. Θερμοκρασία: Αθήναι ελαχίστη 12, μεγίστη 23,2. Θεσσαλονίκη 10, 21,4. Πάτραι 11, 22,9. Ηράκλειον 13,10, 22. [47,1868,227,1945]
article-body: ΟΥΑΣΙΓΚΤΩΝ, 25. (Ασσοσιέιτεντ—Γαλλ. Πρ.). — Ο Πρόεδρος Αϊζενχάουερ διέταξε τον 6ον Στόλον να πλεύση προς την Ανατολικήν Μεσόγειον. Η απόφασις ελήφθη κατόπιν συσκέψεως εις τον Λευκόν Οίκον μετά του υπουργού Εξωτερικών κ. Ντάλλες και των αρχηγών των επιτελείων. Ο στόλος αποτελείται από αεροπλανοφόρα, καταδρομικά και αντιτορπιλλικά. Η κίνησις ερμηνεύεται ως προειδοποίησις προς τας δυνάμεις, αι οποίαι απειλούν την ανεξαρτησίαν της Ιορδανίας. Εις την Μόσχαν το Πρακτορείον Τας κατηγόρησε τας Ηνωμένας Πολιτείας ότι αναμειγνύονται εις τα εσωτερικά των Αραβικών κρατών. Εις το Κάιρον ο Πρόεδρος της Συρίας κ. Κουατλί συνηντήθη μετά του Προέδρου Νάσερ. Εις το Λονδίνον και το Παρίσι αι κυβερνήσεις παρακολουθούν με ανησυχίαν τας εξελίξεις. Ο βασιλεύς Σαούδ της Αραβίας προειδοποίησεν ότι θα υποστηρίξη τον βασιλέα Χουσεΐν. Αι ειδήσεις από το Αμμάν αναφέρουν ότι η κατάστασις εξωμαλύνθη και ότι η τάξις αποκατεστάθη. Η Βαγδάτη επίσης δηλώνει την υποστήριξίν της προς την Ιορδανικήν κυβέρνησιν. Εις την Βηρυτόν αι αρχαί έλαβον έκτακτα μέτρα ασφαλείας. [427,1519,1140,1647]
subheadline: ΑΙ ΚΥΒΕΡΝΗΤΙΚΑΙ ΥΠΟΣΧΕΣΕΙΣ ΕΞΗΜΟΝΘΗΣΑΝ [1168,606,1508,619]
subheadline: ΜΟΣΧΑ ΚΑΤΗΓΟΡΕΙ ΤΗΝ ΑΜΕΡΙΚΗΝ [686,2154,881,2166]
section-rule [1152,547,1521,549]
headline: Ο ΛΟΝΔΙΝΟΝ ΣΥΓΚΑΤΕΤΕΘΗ ΕΙΣ ΤΗΝ ΑΠΟΣΚΕΨΙΝ ΤΟΥ κ. ΓΕΩΡΓ. ΣΕΦΕΡΙΑΔΗ [59,1517,216,1568]
right-bottom-column-1 [1155,1659,1332,2326]
right-bottom-column-2 [1343,1659,1521,2326]
